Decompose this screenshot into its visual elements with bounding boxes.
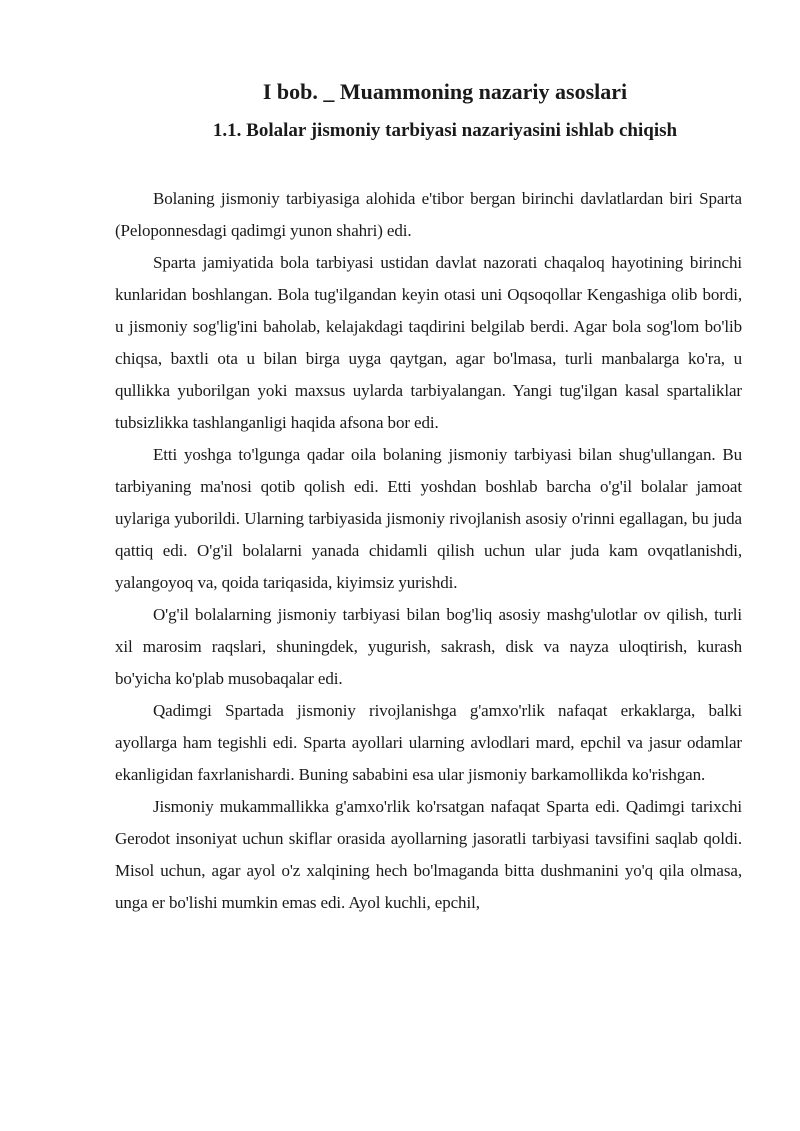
section-title: 1.1. Bolalar jismoniy tarbiyasi nazariyasini ishlab chiqish <box>212 120 678 141</box>
paragraph: O'g'il bolalarning jismoniy tarbiyasi bilan bog'liq asosiy mashg'ulotlar ov qilish, turli xil marosim raqslari, shuningdek, yugurish, sakrash, disk va nayza uloqtirish, kurash bo'yicha ko'plab musobaqalar edi. <box>115 605 742 688</box>
paragraph: Bolaning jismoniy tarbiyasiga alohida e'tibor bergan birinchi davlatlardan biri Sparta (Peloponnesdagi qadimgi yunon shahri) edi. <box>115 189 742 240</box>
paragraph: Etti yoshga to'lgunga qadar oila bolaning jismoniy tarbiyasi bilan shug'ullangan. Bu tarbiyaning ma'nosi qotib qolish edi. Etti yoshdan boshlab barcha o'g'il bolalar jamoat uylariga yuborildi. Ularning tarbiyasida jismoniy rivojlanish asosiy o'rinni egallagan, bu juda qattiq edi. O'g'il bolalarni yanada chidamli qilish uchun ular juda kam ovqatlanishdi, yalangoyoq va, qoida tariqasida, kiyimsiz yurishdi. <box>115 445 742 592</box>
paragraph: Sparta jamiyatida bola tarbiyasi ustidan davlat nazorati chaqaloq hayotining birinchi kunlaridan boshlangan. Bola tug'ilgandan keyin otasi uni Oqsoqollar Kengashiga olib bordi, u jismoniy sog'lig'ini baholab, kelajakdagi taqdirini belgilab berdi. Agar bola sog'lom bo'lib chiqsa, baxtli ota u bilan birga uyga qaytgan, agar bo'lmasa, turli manbalarga ko'ra, u qullikka yuborilgan yoki maxsus uylarda tarbiyalangan. Yangi tug'ilgan kasal spartaliklar tubsizlikka tashlanganligi haqida afsona bor edi. <box>115 253 742 432</box>
paragraph: Qadimgi Spartada jismoniy rivojlanishga g'amxo'rlik nafaqat erkaklarga, balki ayollarga ham tegishli edi. Sparta ayollari ularning avlodlari mard, epchil va jasur odamlar ekanligidan faxrlanishardi. Buning sababini esa ular jismoniy barkamollikda ko'rishgan. <box>115 701 742 784</box>
body-text <box>115 183 742 919</box>
paragraph: Jismoniy mukammallikka g'amxo'rlik ko'rsatgan nafaqat Sparta edi. Qadimgi tarixchi Gerodot insoniyat uchun skiflar orasida ayollarning jasoratli tarbiyasi tavsifini saqlab qoldi. Misol uchun, agar ayol o'z xalqining hech bo'lmaganda bitta dushmanini yo'q qila olmasa, unga er bo'lishi mumkin emas edi. Ayol kuchli, epchil, <box>115 797 742 912</box>
chapter-title: I bob. _ Muammoning nazariy asoslari <box>262 79 628 104</box>
